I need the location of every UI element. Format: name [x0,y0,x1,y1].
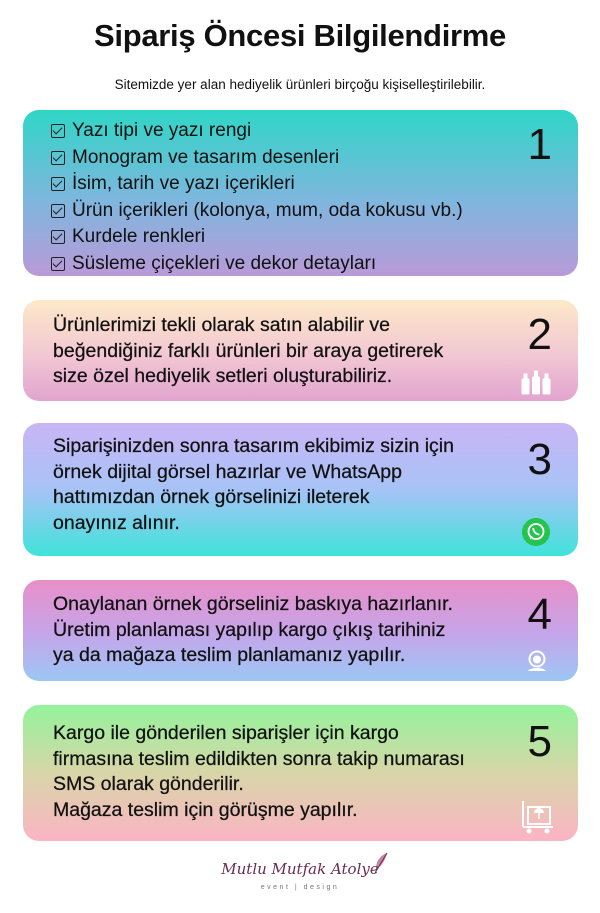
page-subtitle: Sitemizde yer alan hediyelik ürünleri birçoğu kişiselleştirilebilir. [114,77,486,92]
card-text [53,721,465,823]
text-line: SMS olarak gönderilir. [53,773,244,795]
text-line: Mağaza teslim için görüşme yapılır. [53,798,358,821]
text-line: ya da mağaza teslim planlamanız yapılır. [53,644,406,666]
worker-avatar-icon [524,648,550,674]
checklist-item [51,145,463,172]
text-line: Kargo ile gönderilen siparişler için kargo [53,722,399,744]
logo-tagline: event | design [260,884,340,891]
text-line: Ürünlerimizi tekli olarak satın alabilir ve [53,314,391,336]
text-line: örnek dijital görsel hazırlar ve WhatsApp [53,460,402,483]
checklist-item [51,198,463,225]
text-line: size özel hediyelik setleri oluşturabiliriz. [53,365,393,387]
checklist-item-label: Monogram ve tasarım desenleri [72,146,340,168]
checkbox-icon [51,204,65,218]
checklist-item [51,118,463,145]
step-number: 1 [527,120,552,169]
text-line: hattımızdan örnek görselinizi ileterek [53,486,370,508]
customization-checklist [51,118,463,277]
bottles-icon [520,366,552,396]
checklist-item-label: İsim, tarih ve yazı içerikleri [72,173,295,194]
info-card-4 [23,580,578,681]
cargo-cart-icon [520,799,556,835]
info-card-5 [23,705,578,841]
card-text [53,592,453,669]
checkbox-icon [51,151,65,165]
checklist-item [51,224,463,251]
text-line: onayınız alınır. [53,511,180,534]
checklist-item-label: Yazı tipi ve yazı rengi [72,120,252,141]
checkbox-icon [51,230,65,244]
text-line: Onaylanan örnek görseliniz baskıya hazırlanır. [53,593,453,615]
card-text [53,313,443,390]
step-number: 5 [527,717,552,766]
card-text [53,434,454,536]
text-line: Üretim planlaması yapılıp kargo çıkış tarihiniz [53,618,446,641]
text-line: Siparişinizden sonra tasarım ekibimiz sizin için [53,435,454,457]
checkbox-icon [51,124,65,138]
step-number: 4 [527,590,552,639]
step-number: 2 [527,310,552,359]
checklist-item-label: Süsleme çiçekleri ve dekor detayları [72,252,377,274]
info-card-2 [23,300,578,401]
checklist-item-label: Kurdele renkleri [72,226,206,247]
checkbox-icon [51,257,65,271]
checkbox-icon [51,177,65,191]
info-card-1 [23,110,578,276]
text-line: firmasına teslim edildikten sonra takip numarası [53,747,465,770]
info-card-3 [23,423,578,556]
text-line: beğendiğiniz farklı ürünleri bir araya getirerek [53,339,444,362]
brand-logo [0,852,600,907]
step-number: 3 [527,435,552,484]
checklist-item [51,171,463,198]
checklist-item [51,251,463,278]
whatsapp-icon [522,518,550,546]
checklist-item-label: Ürün içerikleri (kolonya, mum, oda kokusu vb.) [72,199,463,221]
page-title: Sipariş Öncesi Bilgilendirme [94,18,506,53]
logo-name: Mutlu Mutfak Atolye [221,860,379,878]
